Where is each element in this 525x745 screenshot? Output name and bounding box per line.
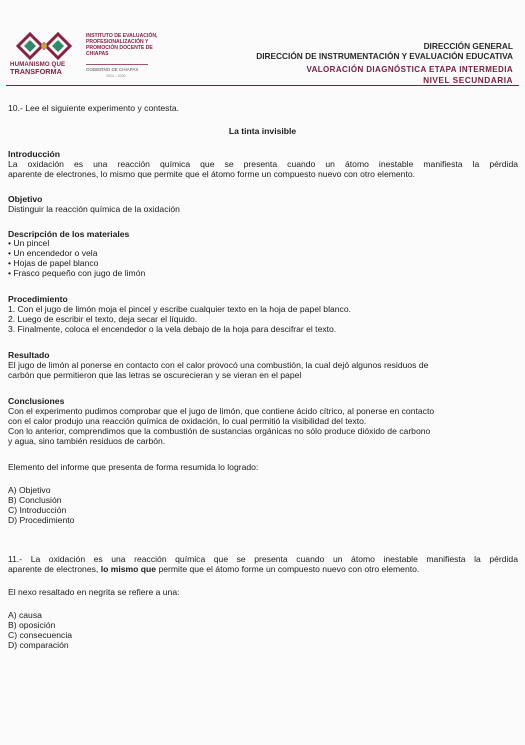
header-line-4: NIVEL SECUNDARIA [423,75,513,85]
intro-heading: Introducción [8,149,61,159]
material-item: • Hojas de papel blanco [8,258,99,268]
q10-option-b[interactable]: B) Conclusión [8,495,62,505]
header-line-2: DIRECCIÓN DE INSTRUMENTACIÓN Y EVALUACIÓN EDUCATIVA [256,51,513,61]
government-years: 2024 – 2030 [106,74,126,78]
q11-option-d[interactable]: D) comparación [8,640,69,650]
q11-option-b[interactable]: B) oposición [8,620,56,630]
q11-highlighted-nexus: lo mismo que [100,564,157,574]
q11-question: El nexo resaltado en negrita se refiere a una: [8,587,180,597]
result-heading: Resultado [8,350,50,360]
intro-line-2: aparente de electrones, lo mismo que permite que el átomo forme un compuesto nuevo con otro elemento. [8,169,416,179]
objective-text: Distinguir la reacción química de la oxidación [8,204,180,214]
q11-text-post: permite que el átomo forme un compuesto nuevo con otro elemento. [156,564,420,574]
q11-option-a[interactable]: A) causa [8,610,42,620]
materials-heading: Descripción de los materiales [8,229,130,239]
intro-line-1: La oxidación es una reacción química que se presenta cuando un átomo inestable manifiesta la pérdida [8,159,518,169]
q10-option-c[interactable]: C) Introducción [8,505,67,515]
q10-title: La tinta invisible [228,126,297,136]
conclusion-line-2: con el calor produjo una reacción química de oxidación, lo cual permitió la visibilidad del texto. [8,416,367,426]
procedure-step: 1. Con el jugo de limón moja el pincel y escribe cualquier texto en la hoja de papel blanco. [8,304,352,314]
conclusions-heading: Conclusiones [8,396,65,406]
q11-line-2 [8,564,419,574]
procedure-step: 2. Luego de escribir el texto, deja secar el líquido. [8,314,198,324]
divider [86,64,148,65]
institute-name: INSTITUTO DE EVALUACIÓN, PROFESIONALIZACIÓN Y PROMOCIÓN DOCENTE DE CHIAPAS [86,33,158,57]
q11-text-pre: aparente de electrones, [8,564,101,574]
q11-line-1: 11.- La oxidación es una reacción química que se presenta cuando un átomo inestable manifiesta la pérdida [8,554,518,564]
header-line-1: DIRECCIÓN GENERAL [423,41,513,51]
q11-option-c[interactable]: C) consecuencia [8,630,73,640]
conclusion-line-1: Con el experimento pudimos comprobar que el jugo de limón, que contiene ácido cítrico, al ponerse en contacto [8,406,435,416]
result-line-1: El jugo de limón al ponerse en contacto con el calor provocó una combustión, la cual dejó algunos residuos de [8,360,429,370]
logo-label-2: TRANSFORMA [10,67,62,76]
conclusion-line-4: y agua, sino también residuos de carbón. [8,436,166,446]
government-label: GOBIERNO DE CHIAPAS [86,67,139,72]
material-item: • Un pincel [8,238,50,248]
conclusion-line-3: Con lo anterior, comprendimos que la combustión de sustancias orgánicas no sólo produce dióxido de carbono [8,426,431,436]
procedure-heading: Procedimiento [8,294,68,304]
header-line-3: VALORACIÓN DIAGNÓSTICA ETAPA INTERMEDIA [306,65,513,74]
q10-prompt: 10.- Lee el siguiente experimento y contesta. [8,103,180,113]
objective-heading: Objetivo [8,194,43,204]
q10-option-a[interactable]: A) Objetivo [8,485,51,495]
institute-logo [14,30,74,64]
result-line-2: carbón que permitieron que las letras se oscurecieran y se vieran en el papel [8,370,302,380]
material-item: • Frasco pequeño con jugo de limón [8,268,146,278]
q10-question: Elemento del informe que presenta de forma resumida lo logrado: [8,462,259,472]
q10-option-d[interactable]: D) Procedimiento [8,515,75,525]
procedure-step: 3. Finalmente, coloca el encendedor o la vela debajo de la hoja para descifrar el texto. [8,324,337,334]
header-rule [6,85,519,86]
material-item: • Un encendedor o vela [8,248,98,258]
logo-label-1: HUMANISMO QUE [10,61,66,68]
